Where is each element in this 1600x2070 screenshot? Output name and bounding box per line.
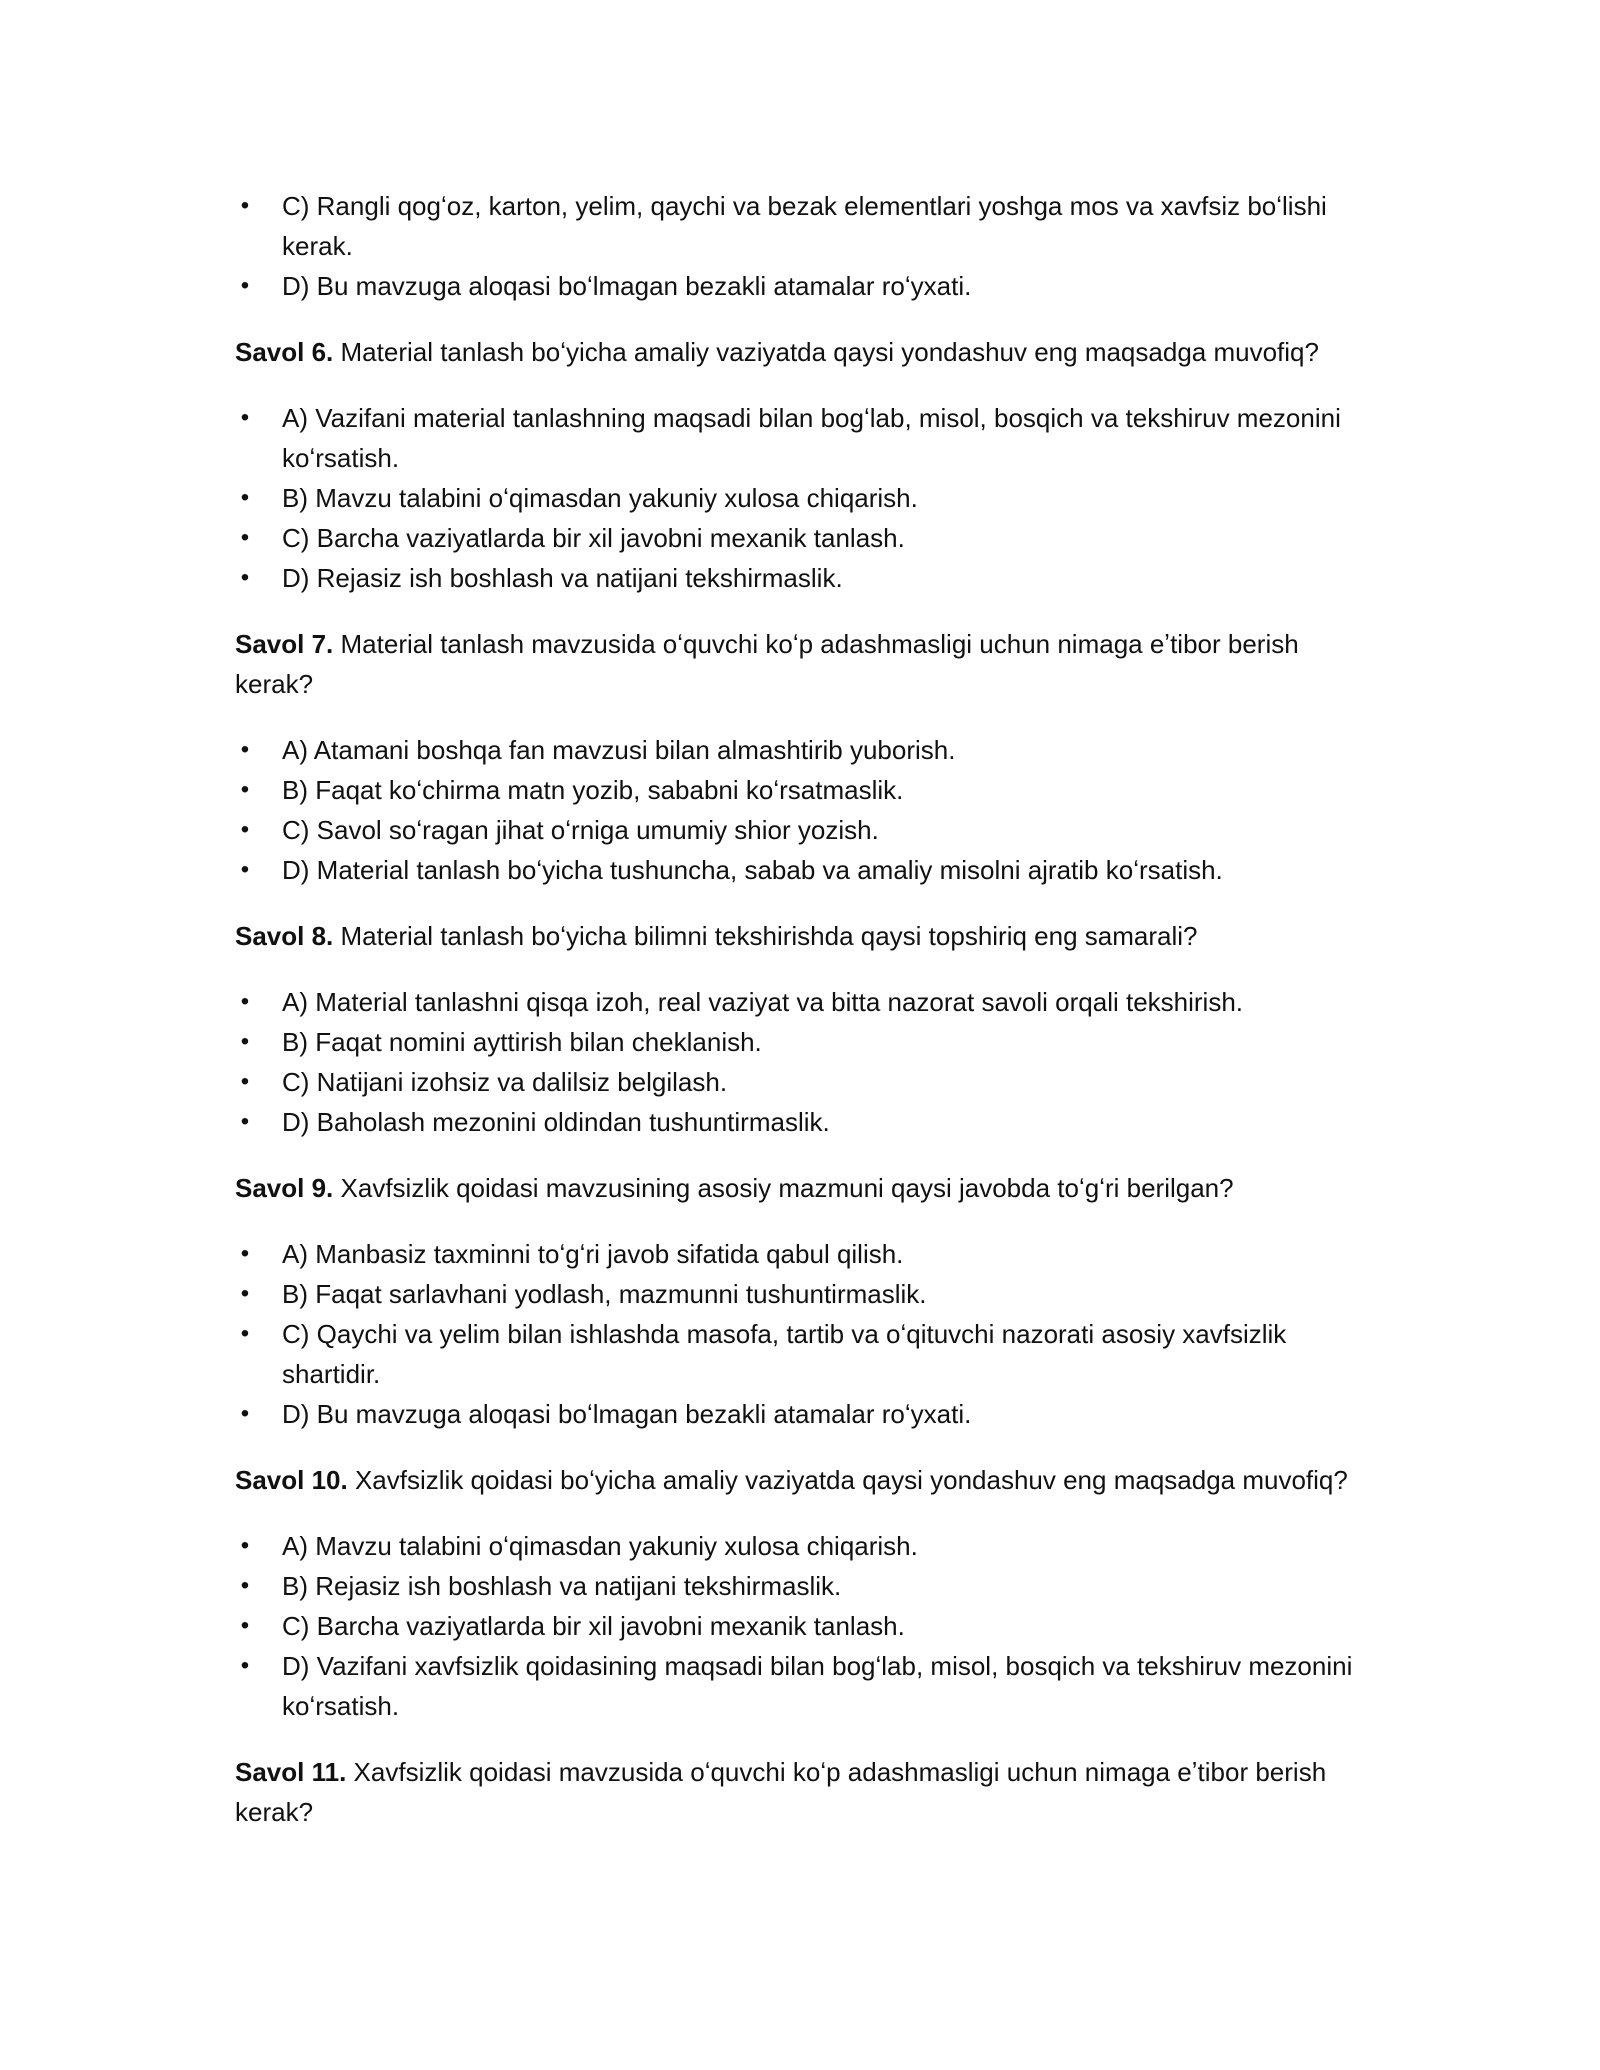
bullet-icon: • (240, 1320, 250, 1347)
bullet-icon: • (240, 988, 250, 1015)
question-text: Material tanlash boʻyicha amaliy vaziyatda qaysi yondashuv eng maqsadga muvofiq? (340, 337, 1319, 367)
question-text: Xavfsizlik qoidasi mavzusida oʻquvchi koʻp adashmasligi uchun nimaga eʼtibor berish kerak? (235, 1757, 1327, 1827)
option-item (235, 1606, 1365, 1646)
option-item (235, 1102, 1365, 1142)
option-list (235, 730, 1365, 890)
bullet-icon: • (240, 192, 250, 219)
option-item (235, 186, 1365, 266)
option-text: C) Savol soʻragan jihat oʻrniga umumiy shior yozish. (282, 815, 879, 845)
option-list (235, 982, 1365, 1142)
option-item (235, 1234, 1365, 1274)
bullet-icon: • (240, 1612, 250, 1639)
option-text: B) Rejasiz ish boshlash va natijani tekshirmaslik. (282, 1571, 842, 1601)
option-text: C) Barcha vaziyatlarda bir xil javobni mexanik tanlash. (282, 523, 905, 553)
option-item (235, 398, 1365, 478)
question-label: Savol 7. (235, 629, 334, 659)
question-label: Savol 8. (235, 921, 334, 951)
question-label: Savol 11. (235, 1757, 347, 1787)
document-content (235, 186, 1365, 1858)
option-item (235, 770, 1365, 810)
option-item (235, 1566, 1365, 1606)
bullet-icon: • (240, 1240, 250, 1267)
option-item (235, 1526, 1365, 1566)
option-text: B) Faqat koʻchirma matn yozib, sababni koʻrsatmaslik. (282, 775, 904, 805)
option-text: A) Atamani boshqa fan mavzusi bilan almashtirib yuborish. (282, 735, 956, 765)
question-savol-6 (235, 332, 1365, 372)
option-list (235, 186, 1365, 306)
option-item (235, 1022, 1365, 1062)
option-item (235, 478, 1365, 518)
question-savol-8 (235, 916, 1365, 956)
option-item (235, 1274, 1365, 1314)
option-text: D) Vazifani xavfsizlik qoidasining maqsadi bilan bogʻlab, misol, bosqich va tekshiruv mezonini koʻrsatish. (282, 1651, 1353, 1721)
option-text: A) Mavzu talabini oʻqimasdan yakuniy xulosa chiqarish. (282, 1531, 918, 1561)
option-item (235, 1062, 1365, 1102)
question-savol-7 (235, 624, 1365, 704)
option-text: C) Natijani izohsiz va dalilsiz belgilash. (282, 1067, 728, 1097)
bullet-icon: • (240, 564, 250, 591)
question-text: Material tanlash mavzusida oʻquvchi koʻp adashmasligi uchun nimaga eʼtibor berish kerak? (235, 629, 1299, 699)
question-label: Savol 9. (235, 1173, 334, 1203)
bullet-icon: • (240, 1028, 250, 1055)
question-text: Xavfsizlik qoidasi mavzusining asosiy mazmuni qaysi javobda toʻgʻri berilgan? (340, 1173, 1234, 1203)
option-item (235, 982, 1365, 1022)
question-label: Savol 10. (235, 1465, 348, 1495)
bullet-icon: • (240, 1068, 250, 1095)
question-savol-10 (235, 1460, 1365, 1500)
option-text: D) Material tanlash boʻyicha tushuncha, sabab va amaliy misolni ajratib koʻrsatish. (282, 855, 1223, 885)
option-text: C) Qaychi va yelim bilan ishlashda masofa, tartib va oʻqituvchi nazorati asosiy xavfsizlik shartidir. (282, 1319, 1287, 1389)
bullet-icon: • (240, 1400, 250, 1427)
option-item (235, 518, 1365, 558)
option-text: D) Bu mavzuga aloqasi boʻlmagan bezakli atamalar roʻyxati. (282, 1399, 972, 1429)
option-text: A) Material tanlashni qisqa izoh, real vaziyat va bitta nazorat savoli orqali tekshirish. (282, 987, 1244, 1017)
option-item (235, 810, 1365, 850)
question-text: Material tanlash boʻyicha bilimni tekshirishda qaysi topshiriq eng samarali? (340, 921, 1198, 951)
bullet-icon: • (240, 272, 250, 299)
option-item (235, 1314, 1365, 1394)
bullet-icon: • (240, 404, 250, 431)
option-text: B) Faqat sarlavhani yodlash, mazmunni tushuntirmaslik. (282, 1279, 927, 1309)
option-text: A) Manbasiz taxminni toʻgʻri javob sifatida qabul qilish. (282, 1239, 904, 1269)
bullet-icon: • (240, 524, 250, 551)
option-item (235, 850, 1365, 890)
option-text: D) Rejasiz ish boshlash va natijani tekshirmaslik. (282, 563, 843, 593)
option-item (235, 1646, 1365, 1726)
option-item (235, 1394, 1365, 1434)
bullet-icon: • (240, 736, 250, 763)
option-text: B) Faqat nomini ayttirish bilan cheklanish. (282, 1027, 762, 1057)
bullet-icon: • (240, 1652, 250, 1679)
bullet-icon: • (240, 1572, 250, 1599)
option-text: D) Bu mavzuga aloqasi boʻlmagan bezakli atamalar roʻyxati. (282, 271, 972, 301)
bullet-icon: • (240, 1532, 250, 1559)
bullet-icon: • (240, 1280, 250, 1307)
question-text: Xavfsizlik qoidasi boʻyicha amaliy vaziyatda qaysi yondashuv eng maqsadga muvofiq? (354, 1465, 1348, 1495)
question-label: Savol 6. (235, 337, 334, 367)
option-text: B) Mavzu talabini oʻqimasdan yakuniy xulosa chiqarish. (282, 483, 918, 513)
question-savol-9 (235, 1168, 1365, 1208)
option-list (235, 398, 1365, 598)
question-savol-11 (235, 1752, 1365, 1832)
bullet-icon: • (240, 776, 250, 803)
option-text: D) Baholash mezonini oldindan tushuntirmaslik. (282, 1107, 830, 1137)
option-item (235, 730, 1365, 770)
bullet-icon: • (240, 816, 250, 843)
option-text: C) Barcha vaziyatlarda bir xil javobni mexanik tanlash. (282, 1611, 905, 1641)
option-list (235, 1526, 1365, 1726)
bullet-icon: • (240, 484, 250, 511)
bullet-icon: • (240, 1108, 250, 1135)
option-item (235, 266, 1365, 306)
option-text: C) Rangli qogʻoz, karton, yelim, qaychi va bezak elementlari yoshga mos va xavfsiz boʻlishi kerak. (282, 191, 1327, 261)
bullet-icon: • (240, 856, 250, 883)
option-text: A) Vazifani material tanlashning maqsadi bilan bogʻlab, misol, bosqich va tekshiruv mezonini koʻrsatish. (282, 403, 1341, 473)
option-list (235, 1234, 1365, 1434)
option-item (235, 558, 1365, 598)
